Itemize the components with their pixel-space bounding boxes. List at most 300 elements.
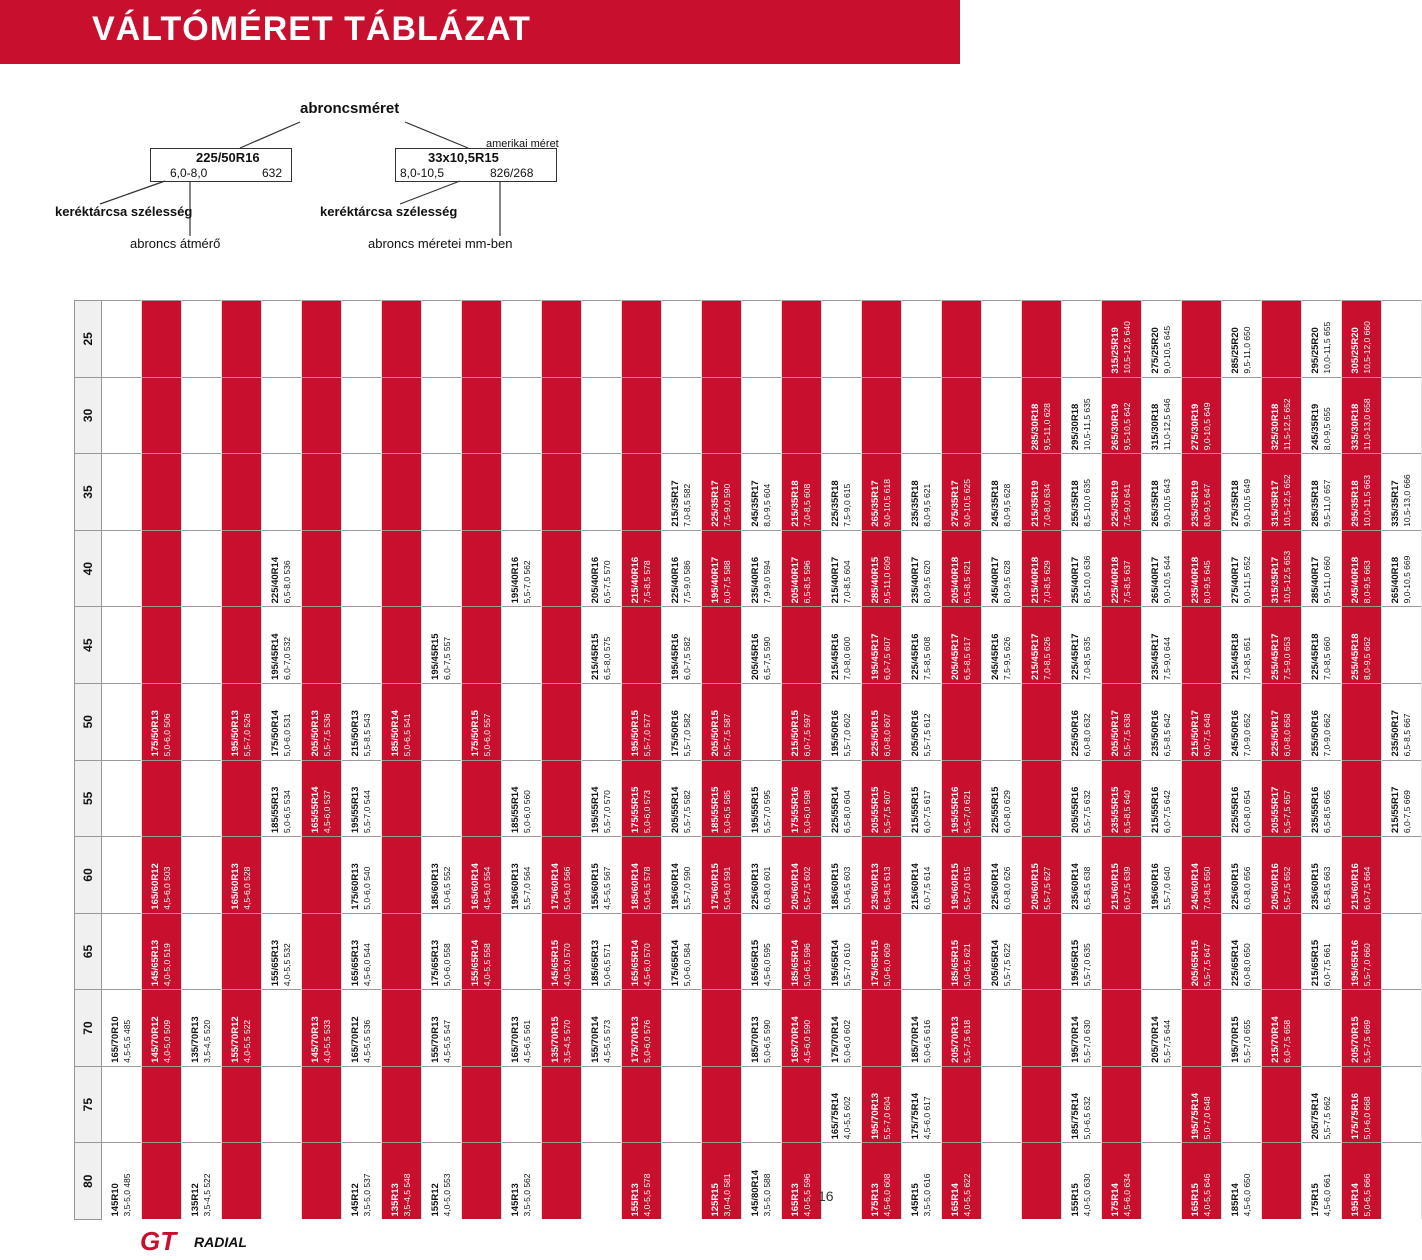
tire-size: 175/60R15 [710,863,722,910]
tire-size: 225/60R14 [990,863,1002,910]
table-cell [1102,1066,1142,1143]
tire-size: 215/50R15 [790,710,802,757]
table-cell [1022,530,1062,607]
rim-and-diameter: 4,5-5,5 567 [602,866,613,910]
table-cell [982,760,1022,837]
tire-size: 195/50R13 [230,710,242,757]
tire-size: 245/35R17 [750,480,762,527]
rim-and-diameter: 4,0-5,5 578 [642,1173,653,1217]
tire-size: 175/65R14 [670,939,682,987]
table-cell [902,1066,942,1143]
tire-size: 265/40R17 [1150,556,1162,604]
rim-and-diameter: 5,5-7,0 660 [1362,943,1373,987]
table-cell [862,607,902,684]
table-cell [1222,607,1262,684]
table-cell [102,1143,142,1220]
legend-rim-width-1: keréktárcsa szélesség [55,204,193,219]
rim-and-diameter: 9,0-10,5 669 [1402,555,1413,604]
table-cell [382,607,422,684]
rim-and-diameter: 6,0-8,0 607 [882,713,893,757]
rim-and-diameter: 5,5-7,5 607 [882,790,893,834]
table-cell [1382,990,1422,1067]
table-cell [702,301,742,378]
tire-size: 195/55R16 [950,786,962,834]
table-cell [862,1143,902,1220]
table-row [1062,301,1102,1220]
table-cell [422,837,462,914]
tire-size: 225/40R18 [1110,556,1122,604]
table-cell [942,530,982,607]
table-cell [142,530,182,607]
rim-and-diameter: 9,0-10,5 645 [1162,325,1173,374]
rim-and-diameter: 6,5-8,5 621 [962,560,973,604]
rim-and-diameter: 7,0-8,5 582 [682,483,693,527]
rim-and-diameter: 4,5-6,0 595 [762,943,773,987]
table-cell [1302,454,1342,531]
rim-and-diameter: 5,5-7,0 640 [1162,866,1173,910]
table-cell [582,607,622,684]
rim-and-diameter: 8,0-9,5 621 [922,483,933,527]
table-cell [1302,301,1342,378]
table-cell [1342,913,1382,990]
rim-and-diameter: 7,0-8,0 600 [842,636,853,680]
rim-and-diameter: 4,5-6,0 590 [802,1019,813,1063]
table-cell [302,377,342,454]
legend-us-size: 33x10,5R15 [428,150,499,165]
table-cell [862,837,902,914]
rim-and-diameter: 4,5-6,0 570 [642,943,653,987]
table-cell [222,607,262,684]
rim-and-diameter: 7,0-8,5 608 [802,483,813,527]
rim-and-diameter: 6,0-8,0 656 [1242,866,1253,910]
rim-and-diameter: 5,0-6,0 566 [562,866,573,910]
tire-size: 215/55R17 [1390,786,1402,834]
tire-size: 185/70R14 [910,1016,922,1063]
rim-and-diameter: 6,5-8,5 665 [1322,790,1333,834]
legend-metric-diameter: 632 [262,166,283,180]
table-cell [1142,760,1182,837]
tire-size: 175/65R13 [430,939,442,987]
table-cell [222,683,262,760]
rim-and-diameter: 6,5-8,5 667 [1402,713,1413,757]
tire-size: 165/65R13 [350,939,362,987]
rim-and-diameter: 5,5-7,5 622 [1002,943,1013,987]
tire-size: 135/70R13 [190,1016,202,1063]
table-cell [1182,913,1222,990]
tire-size: 145/70R12 [150,1016,162,1063]
table-cell [822,607,862,684]
rim-and-diameter: 8,0-9,5 628 [1002,560,1013,604]
table-cell [462,837,502,914]
rim-and-diameter: 5,0-6,0 558 [442,943,453,987]
table-cell [1302,1066,1342,1143]
table-row [822,301,862,1220]
table-cell [582,301,622,378]
table-row [902,301,942,1220]
table-cell [382,760,422,837]
table-row [262,301,302,1220]
table-cell [982,913,1022,990]
tire-size: 235/45R17 [1150,633,1162,680]
rim-and-diameter: 7,5-9,0 653 [1282,636,1293,680]
table-cell [502,913,542,990]
tire-size: 205/50R15 [710,710,722,757]
rim-and-diameter: 5,0-6,5 578 [642,866,653,910]
table-cell [662,1066,702,1143]
table-row [1382,301,1422,1220]
table-row [502,301,542,1220]
tire-size: 205/70R15 [1350,1016,1362,1063]
table-cell [302,454,342,531]
table-cell [1302,913,1342,990]
tire-size: 215/55R15 [910,786,922,834]
tire-size: 205/60R14 [790,863,802,910]
rim-and-diameter: 7,5-9,0 644 [1162,636,1173,680]
rim-and-diameter: 7,0-8,5 635 [1082,636,1093,680]
table-cell [782,607,822,684]
tire-size: 195/60R15 [950,863,962,910]
rim-and-diameter: 7,0-8,5 629 [1042,560,1053,604]
table-cell [262,913,302,990]
table-cell [1142,1066,1182,1143]
table-cell [262,1066,302,1143]
column-header: 25 [75,301,102,378]
rim-and-diameter: 9,5-11,0 609 [882,556,893,604]
tire-size: 235/35R18 [910,480,922,527]
tire-size: 135R12 [190,1183,202,1217]
rim-and-diameter: 4,0-5,5 622 [962,1173,973,1217]
table-cell [862,301,902,378]
rim-and-diameter: 4,5-5,5 573 [602,1019,613,1063]
table-cell [582,1143,622,1220]
table-cell [1182,530,1222,607]
table-cell [1342,301,1382,378]
table-cell [462,990,502,1067]
rim-and-diameter: 8,5-10,0 636 [1082,555,1093,604]
rim-and-diameter: 5,5-7,0 564 [522,866,533,910]
rim-and-diameter: 8,0-9,5 647 [1202,483,1213,527]
table-cell [342,301,382,378]
table-cell [1102,377,1142,454]
table-cell [342,1066,382,1143]
column-header: 30 [75,377,102,454]
tire-size: 165/70R10 [110,1016,122,1063]
table-cell [1062,1066,1102,1143]
table-cell [542,837,582,914]
table-cell [1062,837,1102,914]
table-cell [182,1066,222,1143]
rim-and-diameter: 6,0-7,5 588 [722,560,733,604]
rim-and-diameter: 8,0-9,5 620 [922,560,933,604]
rim-and-diameter: 3,0-4,0 581 [722,1173,733,1217]
table-cell [1022,760,1062,837]
table-cell [542,607,582,684]
table-row [342,301,382,1220]
rim-and-diameter: 4,0-5,0 509 [162,1019,173,1063]
table-cell [302,1066,342,1143]
table-cell [662,683,702,760]
table-cell [382,530,422,607]
tire-size: 285/40R17 [1310,556,1322,604]
table-cell [502,683,542,760]
rim-and-diameter: 6,0-8,0 632 [1082,713,1093,757]
tire-size: 175R15 [1310,1183,1322,1217]
tire-size: 145/65R15 [550,939,562,987]
tire-size: 235/40R18 [1190,556,1202,604]
table-cell [1022,1066,1062,1143]
table-cell [102,454,142,531]
column-header: 70 [75,990,102,1067]
tire-size: 175/60R14 [550,863,562,910]
table-cell [662,607,702,684]
rim-and-diameter: 9,0-10,5 644 [1162,555,1173,604]
tire-size: 185/60R15 [830,863,842,910]
tire-size: 255/40R17 [1070,556,1082,604]
tire-size: 205/40R16 [590,556,602,604]
table-cell [382,913,422,990]
tire-size: 125R15 [710,1183,722,1217]
rim-and-diameter: 6,5-8,0 575 [602,636,613,680]
table-cell [142,377,182,454]
table-cell [342,377,382,454]
table-cell [1182,1066,1222,1143]
rim-and-diameter: 6,0-7,5 661 [1322,943,1333,987]
rim-and-diameter: 4,0-5,5 602 [842,1096,853,1140]
rim-and-diameter: 9,0-11,5 652 [1242,556,1253,604]
tire-size: 225/65R14 [1230,939,1242,987]
rim-and-diameter: 5,5-7,0 526 [242,713,253,757]
table-cell [702,913,742,990]
rim-and-diameter: 10,5-12,0 660 [1362,321,1373,374]
rim-and-diameter: 5,5-7,5 638 [1122,713,1133,757]
tire-size: 215/50R17 [1190,710,1202,757]
rim-and-diameter: 9,5-11,0 628 [1042,403,1053,451]
table-cell [1382,837,1422,914]
table-cell [702,683,742,760]
tire-size: 205/45R17 [950,633,962,680]
table-cell [462,1143,502,1220]
table-cell [1182,683,1222,760]
gt-radial-logo [140,1226,280,1256]
column-header: 55 [75,760,102,837]
tire-size: 215/65R15 [1310,939,1322,987]
table-cell [182,683,222,760]
rim-and-diameter: 5,5-7,5 652 [1282,866,1293,910]
table-cell [822,913,862,990]
tire-size: 225/45R17 [1070,633,1082,680]
table-cell [102,530,142,607]
table-cell [1142,683,1182,760]
table-cell [1302,530,1342,607]
table-cell [182,913,222,990]
table-cell [1062,683,1102,760]
table-cell [742,913,782,990]
table-cell [902,377,942,454]
tire-size: 215/60R16 [1350,863,1362,910]
table-cell [1102,837,1142,914]
tire-size: 205/65R14 [990,939,1002,987]
rim-and-diameter: 7,5-9,0 641 [1122,483,1133,527]
rim-and-diameter: 4,5-6,0 503 [162,866,173,910]
table-cell [1382,1143,1422,1220]
table-cell [142,760,182,837]
table-cell [822,1066,862,1143]
table-cell [502,837,542,914]
table-cell [862,683,902,760]
tire-size: 195/55R14 [590,786,602,834]
rim-and-diameter: 3,5-5,0 485 [122,1173,133,1217]
table-cell [102,760,142,837]
table-cell [102,990,142,1067]
tire-size: 195/45R15 [430,633,442,680]
table-cell [782,990,822,1067]
rim-and-diameter: 8,0-9,5 662 [1362,636,1373,680]
table-cell [502,1143,542,1220]
rim-and-diameter: 5,5-7,5 657 [1282,790,1293,834]
rim-and-diameter: 6,0-7,5 642 [1162,790,1173,834]
table-cell [1102,607,1142,684]
rim-and-diameter: 6,0-7,5 669 [1402,790,1413,834]
table-cell [182,607,222,684]
table-cell [622,990,662,1067]
table-cell [1062,1143,1102,1220]
table-cell [1302,1143,1342,1220]
rim-and-diameter: 6,0-7,5 617 [922,790,933,834]
rim-and-diameter: 3,5-4,5 520 [202,1019,213,1063]
table-cell [782,454,822,531]
rim-and-diameter: 5,5-7,5 669 [1362,1019,1373,1063]
table-cell [102,377,142,454]
table-cell [1342,1066,1382,1143]
column-header: 65 [75,913,102,990]
table-cell [1062,530,1102,607]
table-cell [982,301,1022,378]
tire-size: 195/60R13 [510,863,522,910]
table-cell [262,607,302,684]
rim-and-diameter: 9,5-11,0 657 [1322,479,1333,527]
table-cell [142,454,182,531]
table-cell [1262,1066,1302,1143]
table-cell [742,454,782,531]
tire-size: 195/65R16 [1350,939,1362,987]
table-cell [702,377,742,454]
table-cell [822,301,862,378]
tire-size: 165/65R14 [630,939,642,987]
tire-size: 155/70R14 [590,1016,602,1063]
rim-and-diameter: 5,0-6,5 585 [722,790,733,834]
tire-size: 165R14 [950,1183,962,1217]
table-cell [1342,607,1382,684]
tire-size: 275/30R19 [1190,403,1202,451]
table-cell [222,837,262,914]
tire-size: 205/40R18 [950,556,962,604]
rim-and-diameter: 5,0-6,5 616 [922,1019,933,1063]
table-cell [342,1143,382,1220]
rim-and-diameter: 9,0-10,5 625 [962,479,973,527]
table-cell [1382,377,1422,454]
page-title: VÁLTÓMÉRET TÁBLÁZAT [92,10,531,48]
table-row [662,301,702,1220]
table-cell [1342,760,1382,837]
table-cell [422,377,462,454]
table-cell [302,301,342,378]
tire-size: 185/60R13 [430,863,442,910]
rim-and-diameter: 5,0-6,0 609 [882,943,893,987]
table-cell [422,760,462,837]
table-cell [582,837,622,914]
table-cell [302,990,342,1067]
tire-size: 235/60R13 [870,863,882,910]
rim-and-diameter: 6,0-7,5 658 [1282,1019,1293,1063]
tire-size: 225/50R16 [1070,710,1082,757]
tire-size: 195R14 [1350,1183,1362,1217]
rim-and-diameter: 3,5-5,0 588 [762,1173,773,1217]
table-cell [822,530,862,607]
rim-and-diameter: 6,0-7,5 639 [1122,866,1133,910]
table-cell [542,760,582,837]
table-cell [182,1143,222,1220]
table-cell [862,377,902,454]
rim-and-diameter: 9,0-10,5 643 [1162,479,1173,527]
table-cell [182,530,222,607]
rim-and-diameter: 5,5-7,5 662 [1322,1096,1333,1140]
rim-and-diameter: 5,0-6,0 668 [1362,1096,1373,1140]
table-cell [1182,301,1222,378]
table-cell [222,530,262,607]
rim-and-diameter: 6,5-8,5 663 [1322,866,1333,910]
tire-size: 205/55R17 [1270,786,1282,834]
tire-size: 145R13 [510,1183,522,1217]
rim-and-diameter: 8,5-10,0 635 [1082,479,1093,527]
tire-size: 255/35R18 [1070,480,1082,527]
table-cell [1022,607,1062,684]
table-cell [1382,1066,1422,1143]
table-cell [822,683,862,760]
table-cell [1102,530,1142,607]
table-cell [1102,913,1142,990]
table-cell [822,760,862,837]
table-row [782,301,822,1220]
table-cell [1142,837,1182,914]
tire-size: 165/60R12 [150,863,162,910]
tire-size: 145/80R14 [750,1170,762,1217]
tire-size: 155/70R12 [230,1016,242,1063]
rim-and-diameter: 4,5-6,0 608 [882,1173,893,1217]
rim-and-diameter: 5,5-7,0 610 [842,943,853,987]
table-cell [982,607,1022,684]
rim-and-diameter: 5,5-7,0 635 [1082,943,1093,987]
rim-and-diameter: 5,0-6,0 557 [482,713,493,757]
tire-size: 165/60R13 [230,863,242,910]
tire-size: 205/55R16 [1070,786,1082,834]
table-cell [582,990,622,1067]
rim-and-diameter: 5,5-7,0 621 [962,790,973,834]
table-cell [902,990,942,1067]
table-cell [782,1066,822,1143]
table-cell [942,607,982,684]
table-cell [822,1143,862,1220]
table-row [422,301,462,1220]
table-cell [1102,990,1142,1067]
table-cell [342,990,382,1067]
rim-and-diameter: 4,5-5,5 485 [122,1019,133,1063]
tire-size: 195/55R15 [750,786,762,834]
rim-and-diameter: 4,5-5,5 536 [362,1019,373,1063]
rim-and-diameter: 8,0-9,5 628 [1002,483,1013,527]
rim-and-diameter: 6,0-8,0 601 [762,866,773,910]
table-cell [1022,301,1062,378]
table-cell [902,530,942,607]
